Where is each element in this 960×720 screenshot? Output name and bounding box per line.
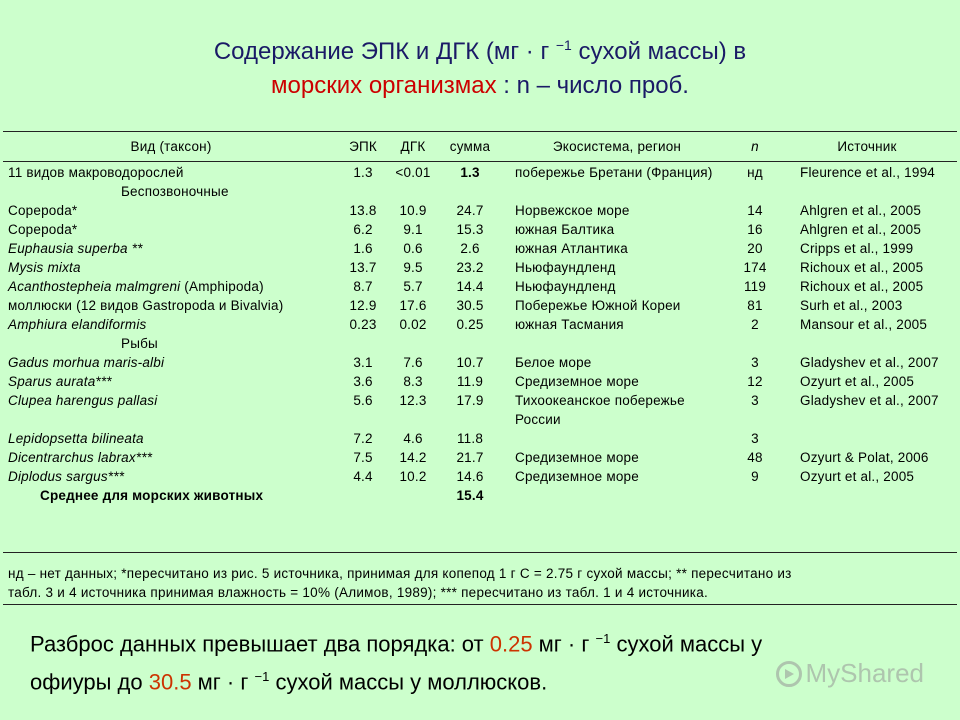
ecosystem-cell: Средиземное море bbox=[515, 469, 639, 484]
title-highlight: морских организмах bbox=[271, 72, 497, 99]
col-header-eco: Экосистема, регион bbox=[552, 138, 682, 154]
epa-cell: 13.7 bbox=[349, 260, 377, 275]
sum-cell: 17.9 bbox=[456, 393, 484, 408]
source-cell: Ahlgren et al., 2005 bbox=[800, 222, 922, 237]
table-row bbox=[3, 315, 957, 334]
source-cell: Ahlgren et al., 2005 bbox=[800, 203, 922, 218]
col-header-species: Вид (таксон) bbox=[130, 138, 212, 154]
ecosystem-cell: Ньюфаундленд bbox=[515, 260, 616, 275]
species-cell: Copepoda* bbox=[8, 203, 78, 218]
species-cell: Gadus morhua maris-albi bbox=[8, 355, 165, 370]
n-cell: 48 bbox=[747, 450, 763, 465]
n-cell: 3 bbox=[751, 431, 759, 446]
n-cell: 174 bbox=[743, 260, 767, 275]
epa-cell: 4.4 bbox=[353, 469, 373, 484]
n-cell: 16 bbox=[747, 222, 763, 237]
ecosystem-cell: Белое море bbox=[515, 355, 592, 370]
table-row bbox=[3, 429, 957, 448]
source-cell: Surh et al., 2003 bbox=[800, 298, 903, 313]
dha-cell: 17.6 bbox=[399, 298, 427, 313]
species-cell: Copepoda* bbox=[8, 222, 78, 237]
species-taxon: (Amphipoda) bbox=[180, 279, 264, 294]
average-row bbox=[3, 486, 957, 505]
table-footnote-rule-top bbox=[3, 552, 957, 553]
source-cell bbox=[777, 429, 957, 448]
species-cell: Sparus aurata*** bbox=[8, 374, 112, 389]
footnote-line2: табл. 3 и 4 источника принимая влажность = 10% (Алимов, 1989); *** пересчитано из табл. 1 и 4 источника. bbox=[8, 585, 708, 600]
n-cell: 3 bbox=[751, 393, 759, 408]
sum-cell: 30.5 bbox=[456, 298, 484, 313]
ecosystem-cell: южная Атлантика bbox=[515, 241, 628, 256]
average-empty bbox=[501, 486, 957, 505]
table-row bbox=[3, 448, 957, 467]
source-cell: Ozyurt & Polat, 2006 bbox=[800, 450, 929, 465]
epa-cell: 13.8 bbox=[349, 203, 377, 218]
n-cell: 119 bbox=[743, 279, 767, 294]
dha-cell: 10.9 bbox=[399, 203, 427, 218]
species-cell: Euphausia superba ** bbox=[8, 241, 143, 256]
dha-cell: 12.3 bbox=[399, 393, 427, 408]
table-row bbox=[3, 296, 957, 315]
species-cell: 11 видов макроводорослей bbox=[8, 165, 184, 180]
col-header-dha: ДГК bbox=[400, 138, 426, 154]
col-header-epa: ЭПК bbox=[349, 138, 377, 154]
dha-cell: 9.5 bbox=[403, 260, 423, 275]
source-cell: Richoux et al., 2005 bbox=[800, 279, 924, 294]
title-line1: Содержание ЭПК и ДГК (мг · г bbox=[213, 38, 550, 65]
summary-part: сухой массы у bbox=[610, 631, 763, 657]
ecosystem-cell: Тихоокеанское побережье России bbox=[515, 393, 685, 427]
source-cell: Ozyurt et al., 2005 bbox=[800, 374, 915, 389]
epa-cell: 3.6 bbox=[353, 374, 373, 389]
epa-cell: 1.6 bbox=[353, 241, 373, 256]
sum-cell: 1.3 bbox=[460, 165, 480, 180]
sum-cell: 0.25 bbox=[456, 317, 484, 332]
ecosystem-cell: Средиземное море bbox=[515, 374, 639, 389]
source-cell: Gladyshev et al., 2007 bbox=[800, 355, 939, 370]
table-row bbox=[3, 220, 957, 239]
summary-sup: −1 bbox=[254, 669, 270, 685]
sum-cell: 15.3 bbox=[456, 222, 484, 237]
sum-cell: 11.9 bbox=[456, 374, 484, 389]
table-row bbox=[3, 258, 957, 277]
species-cell: Diplodus sargus*** bbox=[8, 469, 125, 484]
epa-cell: 5.6 bbox=[353, 393, 373, 408]
n-cell: 12 bbox=[747, 374, 763, 389]
species-cell: Dicentrarchus labrax*** bbox=[8, 450, 153, 465]
epa-cell: 6.2 bbox=[353, 222, 373, 237]
dha-cell: <0.01 bbox=[395, 165, 431, 180]
species-name: Acanthostepheia malmgreni bbox=[8, 279, 181, 294]
dha-cell: 4.6 bbox=[403, 431, 423, 446]
watermark bbox=[776, 658, 925, 689]
dha-cell: 0.6 bbox=[403, 241, 423, 256]
section-row bbox=[3, 334, 957, 353]
epa-cell: 0.23 bbox=[349, 317, 377, 332]
dha-cell: 9.1 bbox=[403, 222, 423, 237]
section-label: Беспозвоночные bbox=[121, 184, 229, 199]
dha-cell: 14.2 bbox=[399, 450, 427, 465]
ecosystem-cell: Ньюфаундленд bbox=[515, 279, 616, 294]
slide-title bbox=[0, 28, 960, 103]
summary-part: офиуры до bbox=[30, 669, 149, 695]
n-cell: 20 bbox=[747, 241, 763, 256]
summary-sup: −1 bbox=[595, 631, 611, 646]
sum-cell: 23.2 bbox=[456, 260, 484, 275]
section-label: Рыбы bbox=[121, 336, 158, 351]
source-cell: Cripps et al., 1999 bbox=[800, 241, 914, 256]
ecosystem-cell: Средиземное море bbox=[515, 450, 639, 465]
species-cell: Amphiura elandiformis bbox=[8, 317, 147, 332]
sum-cell: 24.7 bbox=[456, 203, 484, 218]
summary-min-value: 0.25 bbox=[489, 631, 533, 657]
source-cell: Richoux et al., 2005 bbox=[800, 260, 924, 275]
table-row bbox=[3, 277, 957, 296]
ecosystem-cell: Норвежское море bbox=[515, 203, 630, 218]
title-sup: −1 bbox=[555, 37, 572, 53]
sum-cell: 14.6 bbox=[456, 469, 484, 484]
ecosystem-cell: Побережье Южной Кореи bbox=[515, 298, 681, 313]
n-cell: 81 bbox=[747, 298, 763, 313]
n-cell: нд bbox=[747, 165, 763, 180]
watermark-text: MyShared bbox=[805, 658, 924, 688]
table-row bbox=[3, 467, 957, 486]
table-row bbox=[3, 353, 957, 372]
col-header-sum: сумма bbox=[449, 138, 491, 154]
epa-cell: 3.1 bbox=[353, 355, 373, 370]
title-line1-rest: сухой массы) в bbox=[571, 38, 747, 65]
dha-cell: 7.6 bbox=[403, 355, 423, 370]
summary-max-value: 30.5 bbox=[148, 669, 192, 695]
dha-cell: 5.7 bbox=[403, 279, 423, 294]
title-line2-rest: : n – число проб. bbox=[496, 72, 689, 99]
ecosystem-cell: побережье Бретани (Франция) bbox=[515, 165, 713, 180]
table-row bbox=[3, 160, 957, 182]
summary-part: Разброс данных превышает два порядка: от bbox=[30, 631, 490, 657]
species-cell: Clupea harengus pallasi bbox=[8, 393, 158, 408]
n-cell: 9 bbox=[751, 469, 759, 484]
epa-cell: 7.5 bbox=[353, 450, 373, 465]
play-circle-icon bbox=[776, 661, 802, 687]
sum-cell: 11.8 bbox=[456, 431, 484, 446]
sum-cell: 14.4 bbox=[456, 279, 484, 294]
source-cell: Fleurence et al., 1994 bbox=[800, 165, 935, 180]
sum-cell: 10.7 bbox=[456, 355, 484, 370]
species-cell: моллюски (12 видов Gastropoda и Bivalvia) bbox=[8, 298, 284, 313]
ecosystem-cell: южная Балтика bbox=[515, 222, 615, 237]
epa-cell: 12.9 bbox=[349, 298, 377, 313]
average-label: Среднее для морских животных bbox=[40, 488, 264, 503]
footnote-line1: нд – нет данных; *пересчитано из рис. 5 источника, принимая для копепод 1 г С = 2.75 г сухой массы; ** пересчитано из bbox=[8, 566, 792, 581]
n-cell: 3 bbox=[751, 355, 759, 370]
n-cell: 2 bbox=[751, 317, 759, 332]
epa-cell: 1.3 bbox=[353, 165, 373, 180]
species-cell: Lepidopsetta bilineata bbox=[8, 431, 144, 446]
data-table bbox=[3, 132, 957, 505]
average-sum: 15.4 bbox=[456, 488, 484, 503]
dha-cell: 10.2 bbox=[399, 469, 427, 484]
table-row bbox=[3, 372, 957, 391]
table-row bbox=[3, 239, 957, 258]
ecosystem-cell bbox=[501, 429, 733, 448]
ecosystem-cell: южная Тасмания bbox=[515, 317, 624, 332]
sum-cell: 21.7 bbox=[456, 450, 484, 465]
dha-cell: 0.02 bbox=[399, 317, 427, 332]
species-cell bbox=[3, 277, 339, 296]
source-cell: Gladyshev et al., 2007 bbox=[800, 393, 939, 408]
section-row bbox=[3, 182, 957, 201]
summary-part: сухой массы у моллюсков. bbox=[269, 669, 548, 695]
summary-part: мг · г bbox=[532, 631, 596, 657]
summary-part: мг · г bbox=[191, 669, 255, 695]
table-row bbox=[3, 391, 957, 429]
sum-cell: 2.6 bbox=[460, 241, 480, 256]
source-cell: Ozyurt et al., 2005 bbox=[800, 469, 915, 484]
table-bottom-rule bbox=[3, 604, 957, 605]
col-header-n: n bbox=[751, 138, 759, 154]
epa-cell: 8.7 bbox=[353, 279, 373, 294]
n-cell: 14 bbox=[747, 203, 763, 218]
source-cell: Mansour et al., 2005 bbox=[800, 317, 928, 332]
epa-cell: 7.2 bbox=[353, 431, 373, 446]
footnote bbox=[8, 564, 953, 602]
table-row bbox=[3, 201, 957, 220]
dha-cell: 8.3 bbox=[403, 374, 423, 389]
table-header-row bbox=[3, 132, 957, 160]
col-header-source: Источник bbox=[837, 138, 897, 154]
species-cell: Mysis mixta bbox=[8, 260, 81, 275]
